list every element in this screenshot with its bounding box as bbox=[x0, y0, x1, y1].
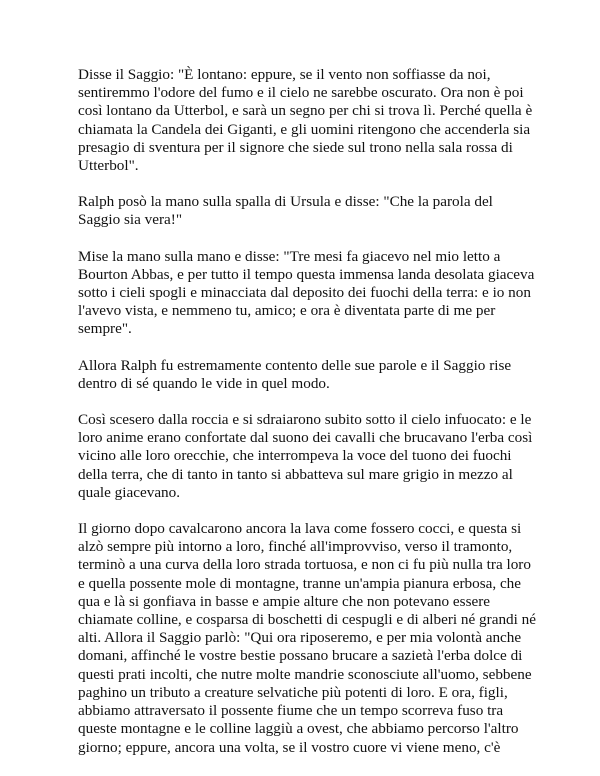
text-column bbox=[78, 66, 538, 775]
paragraph: Così scesero dalla roccia e si sdraiarono subito sotto il cielo infuocato: e le loro anime erano confortate dal suono dei cavalli che brucavano l'erba così vicino alle loro orecchie, che interrompeva la voce del tuono dei fuochi della terra, che di tanto in tanto si abbatteva sul mare grigio in mezzo al quale giacevano. bbox=[78, 411, 533, 501]
paragraph: Disse il Saggio: "È lontano: eppure, se il vento non soffiasse da noi, sentiremmo l'odore del fumo e il cielo ne sarebbe oscurato. Ora non è poi così lontano da Utterbol, e sarà un segno per chi si trova lì. Perché quella è chiamata la Candela dei Giganti, e gli uomini ritengono che accenderla sia presagio di sventura per il signore che siede sul trono nella sala rossa di Utterbol". bbox=[78, 66, 533, 175]
paragraph: Ralph posò la mano sulla spalla di Ursula e disse: "Che la parola del Saggio sia vera!" bbox=[78, 193, 493, 229]
paragraph: Mise la mano sulla mano e disse: "Tre mesi fa giacevo nel mio letto a Bourton Abbas, e per tutto il tempo questa immensa landa desolata giaceva sotto i cieli spogli e minacciata dal deposito dei fuochi della terra: e io non l'avevo vista, e nemmeno tu, amico; e ora è diventata parte di me per sempre". bbox=[78, 247, 535, 338]
paragraph: Il giorno dopo cavalcarono ancora la lava come fossero cocci, e questa si alzò sempre più intorno a loro, finché all'improvviso, verso il tramonto, terminò a una curva della loro strada tortuosa, e non ci fu più nulla tra loro e quella possente mole di montagne, tranne un'ampia pianura erbosa, che qua e là si gonfiava in basse e ampie alture che non potevano essere chiamate colline, e cosparsa di boschetti di cespugli e di alberi né grandi né alti. Allora il Saggio parlò: "Qui ora riposeremo, e per mia volontà anche domani, affinché le vostre bestie possano brucare a sazietà l'erba dolce di questi prati incolti, che nutre molte mandrie sconosciute all'uomo, sebbene paghino un tributo a creature selvatiche più potenti di loro. E ora, figli, abbiamo attraversato il possente fiume che un tempo scorreva fuso tra queste montagne e le colline laggiù a ovest, che abbiamo percorso l'altro giorno; eppure, ancora una volta, se il vostro cuore vi viene meno, c'è bbox=[78, 520, 536, 756]
paragraph: Allora Ralph fu estremamente contento delle sue parole e il Saggio rise dentro di sé quando le vide in quel modo. bbox=[78, 356, 512, 392]
